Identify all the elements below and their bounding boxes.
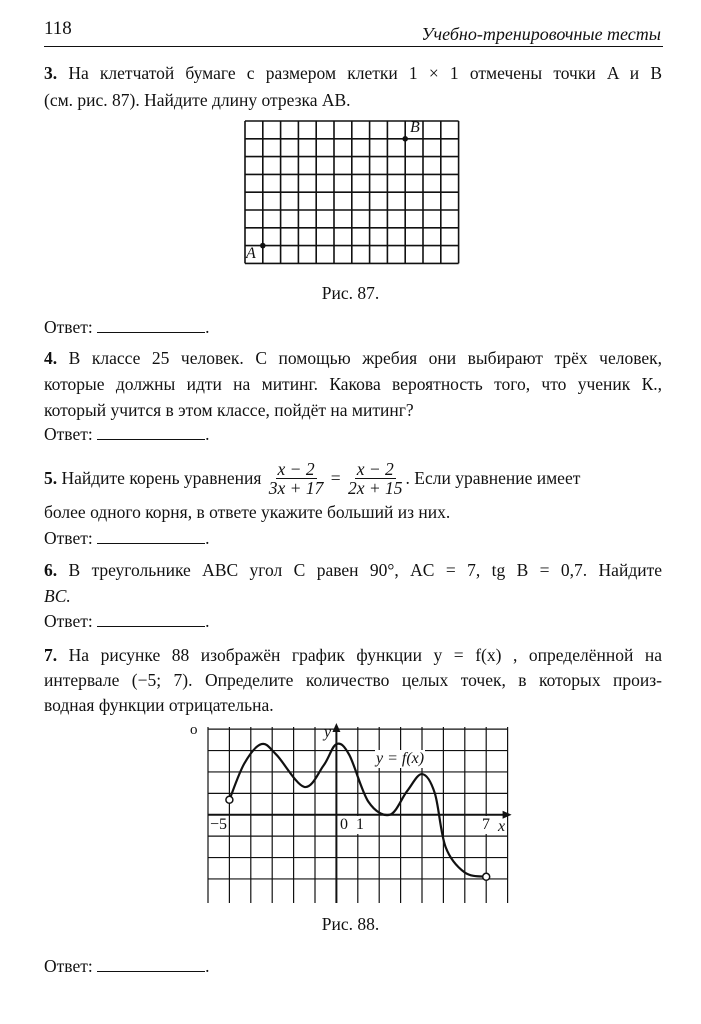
q5-answer: Ответ: . xyxy=(44,528,210,548)
q5-line2: более одного корня, в ответе укажите больший из них. xyxy=(44,502,451,522)
figure-88-tick-1: 1 xyxy=(356,816,364,833)
section-title: Учебно-тренировочные тесты xyxy=(421,24,661,44)
q3-text: На клетчатой бумаге с размером клетки 1 × 1 отмечены точки A и B xyxy=(68,63,662,83)
q4-line3: который учится в этом классе, пойдёт на митинг? xyxy=(44,400,414,420)
q7-line2: интервале (−5; 7). Определите количество целых точек, в которых произ- xyxy=(44,670,662,690)
q7-answer-blank[interactable] xyxy=(97,957,205,972)
q4-answer-blank[interactable] xyxy=(97,425,205,440)
open-endpoint-right xyxy=(483,873,490,880)
q3-answer: Ответ: . xyxy=(44,317,210,337)
figure-88-circle-mark: o xyxy=(190,722,198,738)
q6-answer-blank[interactable] xyxy=(97,612,205,627)
q4-answer: Ответ: . xyxy=(44,424,210,444)
figure-88-graph xyxy=(208,727,508,903)
y-axis-arrow xyxy=(332,723,340,732)
q5-rhs-fraction: $\frac{x - 2}{2x + 15}$ xyxy=(347,458,403,498)
page-number: 118 xyxy=(44,18,72,39)
q6-number: 6. xyxy=(44,560,58,580)
point-b xyxy=(402,136,408,142)
figure-87-caption: Рис. 87. xyxy=(321,283,380,303)
q3-line2: (см. рис. 87). Найдите длину отрезка AB. xyxy=(44,90,351,110)
q4-line2: которые должны идти на митинг. Какова вероятность того, что ученик К., xyxy=(44,374,662,394)
q4-number: 4. xyxy=(44,348,58,368)
figure-88-function-label: y = f(x) xyxy=(376,750,425,767)
q7-line3: водная функции отрицательна. xyxy=(44,695,274,715)
q5-line1: 5. Найдите корень уравнения $\frac{x - 2}{3x + 17}$ = $\frac{x - 2}{2x + 15}$ . Если уравнение имеет xyxy=(44,458,581,498)
figure-87-grid xyxy=(245,121,459,265)
q6-line2: BC. xyxy=(44,586,71,606)
q3-number: 3. xyxy=(44,63,58,83)
q5-lhs-fraction: $\frac{x - 2}{3x + 17}$ xyxy=(268,458,324,498)
q7-answer: Ответ: . xyxy=(44,956,210,976)
figure-88-y-label: y xyxy=(324,724,332,741)
q7-number: 7. xyxy=(44,645,58,665)
figure-88-tick-0: 0 xyxy=(340,816,348,833)
figure-87-point-b-label: B xyxy=(410,119,420,136)
open-endpoint-left xyxy=(226,796,233,803)
q7-line1: 7. На рисунке 88 изображён график функции y = f(x) , определённой на xyxy=(44,645,663,665)
q5-number: 5. xyxy=(44,468,58,488)
q4-line1: 4. В классе 25 человек. С помощью жребия они выбирают трёх человек, xyxy=(44,348,663,368)
q3-line1 xyxy=(44,62,662,84)
q5-answer-blank[interactable] xyxy=(97,529,205,544)
q3-answer-blank[interactable] xyxy=(97,318,205,333)
point-a xyxy=(260,243,266,249)
q6-answer: Ответ: . xyxy=(44,611,210,631)
header-rule xyxy=(44,46,663,47)
figure-88-x-label: x xyxy=(498,818,506,835)
figure-88-caption: Рис. 88. xyxy=(321,914,380,934)
figure-88-tick-neg5: −5 xyxy=(210,816,228,833)
q6-line1: 6. В треугольнике ABC угол C равен 90°, AC = 7, tg B = 0,7. Найдите xyxy=(44,560,663,580)
figure-87-point-a-label: A xyxy=(246,245,256,262)
figure-88-tick-7: 7 xyxy=(482,816,490,833)
